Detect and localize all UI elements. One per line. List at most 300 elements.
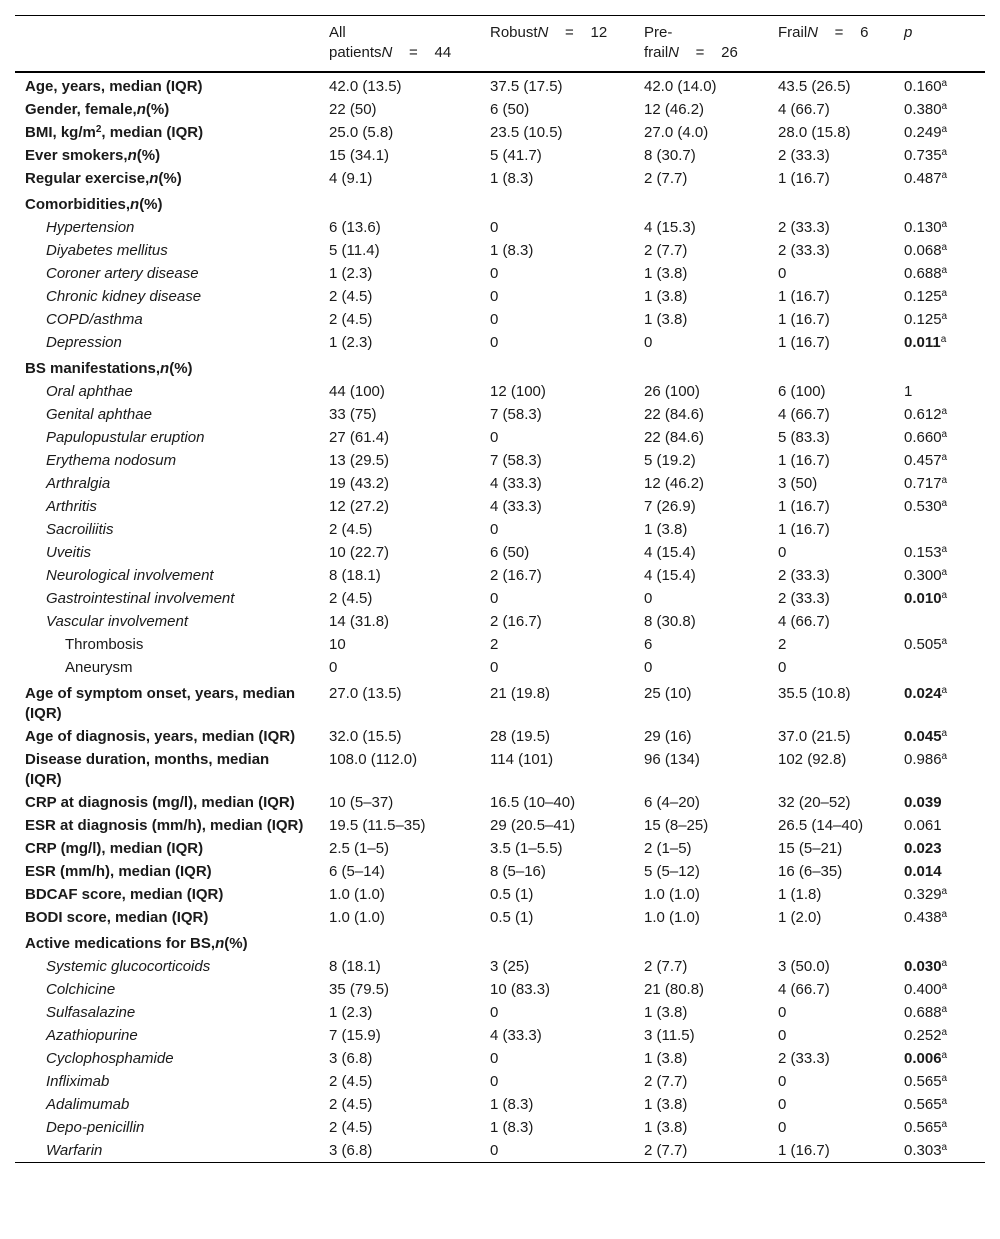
table-row bbox=[15, 98, 985, 121]
column-header-eq: = bbox=[392, 44, 435, 61]
row-label bbox=[15, 633, 319, 656]
data-cell: 2 (33.3) bbox=[778, 242, 830, 259]
footnote-marker: a bbox=[941, 567, 948, 578]
row-label-text: Hypertension bbox=[46, 219, 135, 236]
data-cell: 2 bbox=[490, 636, 499, 653]
p-value: 0.380 bbox=[904, 101, 942, 118]
row-label-n-symbol: n bbox=[127, 147, 137, 164]
data-cell: 32 (20–52) bbox=[778, 794, 851, 811]
data-cell: 0 bbox=[329, 659, 338, 676]
table-row bbox=[15, 791, 985, 814]
table-row bbox=[15, 1116, 985, 1139]
column-header-eq: = bbox=[679, 44, 722, 61]
data-cell: 5 (83.3) bbox=[778, 429, 830, 446]
table-row bbox=[15, 518, 985, 541]
data-cell: 4 (9.1) bbox=[329, 170, 373, 187]
data-cell: 0.5 (1) bbox=[490, 886, 534, 903]
data-cell: 0 bbox=[644, 659, 653, 676]
table-row bbox=[15, 285, 985, 308]
footnote-marker: a bbox=[941, 219, 948, 230]
table-container bbox=[15, 15, 985, 1163]
table-row bbox=[15, 541, 985, 564]
table-row bbox=[15, 955, 985, 978]
data-cell: 2 (33.3) bbox=[778, 590, 830, 607]
data-cell: 2.5 (1–5) bbox=[329, 840, 390, 857]
data-cell: 19.5 (11.5–35) bbox=[329, 817, 426, 834]
table-row bbox=[15, 354, 985, 380]
p-value-cell bbox=[894, 121, 985, 144]
data-cell: 4 (15.4) bbox=[644, 544, 696, 561]
p-value: 0.030 bbox=[904, 958, 942, 975]
data-cell: 0 bbox=[490, 590, 499, 607]
row-label-text: Age of symptom onset, years, median (IQR) bbox=[25, 685, 296, 722]
column-header-n-value: 6 bbox=[860, 24, 869, 41]
data-cell: 0 bbox=[490, 334, 499, 351]
data-cell: 25.0 (5.8) bbox=[329, 124, 394, 141]
table-row bbox=[15, 331, 985, 354]
row-label-text: CRP at diagnosis (mg/l), median (IQR) bbox=[25, 794, 295, 811]
data-cell: 2 (16.7) bbox=[490, 613, 542, 630]
data-cell: 0 bbox=[490, 311, 499, 328]
column-header-n-symbol: N bbox=[381, 44, 393, 61]
column-header-label: Robust bbox=[490, 24, 538, 41]
p-value: 0.010 bbox=[904, 590, 942, 607]
data-cell bbox=[634, 190, 768, 216]
data-cell: 2 (7.7) bbox=[644, 242, 688, 259]
footnote-marker: a bbox=[941, 1119, 948, 1130]
data-cell: 15 (8–25) bbox=[644, 817, 709, 834]
row-label bbox=[15, 883, 319, 906]
data-cell: 2 (16.7) bbox=[490, 567, 542, 584]
data-cell: 1 (16.7) bbox=[778, 170, 830, 187]
table-row bbox=[15, 1047, 985, 1070]
data-cell: 2 (4.5) bbox=[329, 1073, 373, 1090]
data-cell: 2 (1–5) bbox=[644, 840, 692, 857]
data-cell: 2 (33.3) bbox=[778, 567, 830, 584]
data-cell: 1.0 (1.0) bbox=[644, 886, 700, 903]
p-value-cell bbox=[894, 495, 985, 518]
row-label bbox=[15, 262, 319, 285]
data-cell: 0 bbox=[490, 265, 499, 282]
p-value-cell bbox=[894, 216, 985, 239]
data-cell: 29 (16) bbox=[644, 728, 692, 745]
data-cell: 35.5 (10.8) bbox=[778, 685, 851, 702]
p-value-cell bbox=[894, 190, 985, 216]
p-value: 0.688 bbox=[904, 265, 942, 282]
data-cell: 21 (19.8) bbox=[490, 685, 551, 702]
table-row bbox=[15, 426, 985, 449]
footnote-marker: a bbox=[941, 101, 948, 112]
data-cell: 0 bbox=[490, 219, 499, 236]
row-label bbox=[15, 518, 319, 541]
data-cell: 1 (16.7) bbox=[778, 334, 830, 351]
data-cell: 1 (16.7) bbox=[778, 498, 830, 515]
data-cell: 22 (84.6) bbox=[644, 429, 705, 446]
row-label bbox=[15, 748, 319, 791]
data-cell: 8 (30.8) bbox=[644, 613, 696, 630]
data-cell: 0 bbox=[490, 1050, 499, 1067]
column-header-eq: = bbox=[818, 24, 861, 41]
column-header-n-value: 26 bbox=[721, 44, 738, 61]
table-row bbox=[15, 216, 985, 239]
table-row bbox=[15, 1139, 985, 1163]
data-cell: 3.5 (1–5.5) bbox=[490, 840, 563, 857]
table-row bbox=[15, 1070, 985, 1093]
row-label bbox=[15, 380, 319, 403]
row-label bbox=[15, 978, 319, 1001]
row-label-text: Age of diagnosis, years, median (IQR) bbox=[25, 728, 296, 745]
data-cell: 8 (30.7) bbox=[644, 147, 696, 164]
row-label bbox=[15, 331, 319, 354]
row-label bbox=[15, 167, 319, 190]
data-cell: 8 (18.1) bbox=[329, 958, 381, 975]
data-cell: 28 (19.5) bbox=[490, 728, 551, 745]
row-label-text: BDCAF score, median (IQR) bbox=[25, 886, 224, 903]
row-label-text: Age, years, median (IQR) bbox=[25, 78, 203, 95]
row-label-text: Systemic glucocorticoids bbox=[46, 958, 211, 975]
footnote-marker: a bbox=[941, 242, 948, 253]
data-cell: 6 bbox=[644, 636, 653, 653]
header-row bbox=[15, 16, 985, 73]
p-value-cell bbox=[894, 814, 985, 837]
p-value: 0.303 bbox=[904, 1142, 942, 1159]
table-row bbox=[15, 679, 985, 725]
data-cell: 0.5 (1) bbox=[490, 909, 534, 926]
table-row bbox=[15, 656, 985, 679]
row-label-tail: (%) bbox=[145, 101, 170, 118]
data-cell: 4 (15.3) bbox=[644, 219, 696, 236]
p-value: 0.487 bbox=[904, 170, 942, 187]
data-cell: 12 (100) bbox=[490, 383, 546, 400]
data-cell: 6 (5–14) bbox=[329, 863, 385, 880]
table-row bbox=[15, 1024, 985, 1047]
p-value: 0.612 bbox=[904, 406, 942, 423]
data-cell: 2 (33.3) bbox=[778, 219, 830, 236]
data-cell: 0 bbox=[778, 659, 787, 676]
p-value: 0.061 bbox=[904, 817, 942, 834]
data-cell: 15 (34.1) bbox=[329, 147, 390, 164]
data-cell: 4 (15.4) bbox=[644, 567, 696, 584]
p-value-cell bbox=[894, 791, 985, 814]
data-cell: 4 (66.7) bbox=[778, 613, 830, 630]
data-cell: 3 (11.5) bbox=[644, 1027, 695, 1044]
row-label-text: Erythema nodosum bbox=[46, 452, 177, 469]
footnote-marker: a bbox=[941, 958, 948, 969]
footnote-marker: a bbox=[941, 544, 948, 555]
data-cell bbox=[319, 190, 480, 216]
p-value-cell bbox=[894, 98, 985, 121]
data-cell: 0 bbox=[778, 1119, 787, 1136]
row-label-text: Cyclophosphamide bbox=[46, 1050, 174, 1067]
p-value-cell bbox=[894, 518, 985, 541]
row-label-text: Active medications for BS, bbox=[25, 935, 216, 952]
row-label-text: Infliximab bbox=[46, 1073, 110, 1090]
row-label bbox=[15, 929, 319, 955]
data-cell: 4 (66.7) bbox=[778, 101, 830, 118]
data-cell: 19 (43.2) bbox=[329, 475, 390, 492]
p-value-cell bbox=[894, 587, 985, 610]
data-cell: 10 (83.3) bbox=[490, 981, 551, 998]
row-label-text: Papulopustular eruption bbox=[46, 429, 205, 446]
footnote-marker: a bbox=[941, 78, 948, 89]
table-row bbox=[15, 190, 985, 216]
row-label-n-symbol: n bbox=[149, 170, 159, 187]
table-row bbox=[15, 978, 985, 1001]
p-value-cell bbox=[894, 1024, 985, 1047]
row-label-text: BODI score, median (IQR) bbox=[25, 909, 209, 926]
row-label bbox=[15, 239, 319, 262]
row-label-text: Chronic kidney disease bbox=[46, 288, 202, 305]
row-label bbox=[15, 610, 319, 633]
table-row bbox=[15, 167, 985, 190]
row-label bbox=[15, 1001, 319, 1024]
p-value: 0.986 bbox=[904, 751, 942, 768]
data-cell bbox=[634, 354, 768, 380]
data-cell: 8 (5–16) bbox=[490, 863, 546, 880]
row-label-text: Diyabetes mellitus bbox=[46, 242, 168, 259]
p-value-cell bbox=[894, 1047, 985, 1070]
row-label bbox=[15, 472, 319, 495]
row-label-text: Azathiopurine bbox=[46, 1027, 138, 1044]
data-cell: 114 (101) bbox=[490, 751, 554, 768]
column-header-label: Pre-frail bbox=[644, 24, 673, 61]
row-label-text: Oral aphthae bbox=[46, 383, 133, 400]
data-cell: 1.0 (1.0) bbox=[644, 909, 700, 926]
data-cell: 5 (19.2) bbox=[644, 452, 696, 469]
footnote-marker: a bbox=[941, 124, 948, 135]
data-cell: 5 (5–12) bbox=[644, 863, 700, 880]
data-cell: 0 bbox=[490, 288, 499, 305]
row-label bbox=[15, 725, 319, 748]
column-header-n-symbol: N bbox=[668, 44, 680, 61]
row-label-text: BMI, kg/m bbox=[25, 124, 96, 141]
row-label-text: Gastrointestinal involvement bbox=[46, 590, 235, 607]
table-row bbox=[15, 610, 985, 633]
table-row bbox=[15, 308, 985, 331]
data-cell: 5 (11.4) bbox=[329, 242, 380, 259]
data-cell bbox=[319, 929, 480, 955]
row-label bbox=[15, 285, 319, 308]
table-row bbox=[15, 748, 985, 791]
row-label bbox=[15, 955, 319, 978]
data-cell: 42.0 (13.5) bbox=[329, 78, 402, 95]
row-label bbox=[15, 144, 319, 167]
p-value: 0.735 bbox=[904, 147, 942, 164]
data-cell: 0 bbox=[490, 1073, 499, 1090]
p-value: 0.006 bbox=[904, 1050, 942, 1067]
p-value-cell bbox=[894, 955, 985, 978]
data-cell: 7 (58.3) bbox=[490, 452, 542, 469]
row-label bbox=[15, 837, 319, 860]
row-label bbox=[15, 587, 319, 610]
data-cell: 0 bbox=[778, 1004, 787, 1021]
row-label-text: COPD/asthma bbox=[46, 311, 143, 328]
p-value: 0.530 bbox=[904, 498, 942, 515]
data-cell: 96 (134) bbox=[644, 751, 700, 768]
p-value-cell bbox=[894, 285, 985, 308]
column-header-n-symbol: N bbox=[807, 24, 819, 41]
p-value: 0.249 bbox=[904, 124, 942, 141]
row-label-text: Warfarin bbox=[46, 1142, 103, 1159]
p-value-cell bbox=[894, 354, 985, 380]
p-value-cell bbox=[894, 1093, 985, 1116]
p-value: 1 bbox=[904, 383, 913, 400]
p-value-cell bbox=[894, 449, 985, 472]
data-cell: 3 (50) bbox=[778, 475, 818, 492]
row-label-tail: (%) bbox=[139, 196, 163, 213]
data-cell: 2 (4.5) bbox=[329, 1119, 373, 1136]
data-cell: 1 (16.7) bbox=[778, 1142, 830, 1159]
footnote-marker: a bbox=[941, 147, 948, 158]
data-cell: 102 (92.8) bbox=[778, 751, 847, 768]
data-cell: 1 (2.3) bbox=[329, 334, 373, 351]
footnote-marker: a bbox=[941, 452, 948, 463]
p-value-cell bbox=[894, 167, 985, 190]
p-value-cell bbox=[894, 883, 985, 906]
p-value-cell bbox=[894, 564, 985, 587]
row-label-text: Adalimumab bbox=[46, 1096, 130, 1113]
row-label-text: Sacroiliitis bbox=[46, 521, 114, 538]
data-cell: 26 (100) bbox=[644, 383, 700, 400]
row-label-text: Gender, female, bbox=[25, 101, 137, 118]
p-value-cell bbox=[894, 1139, 985, 1163]
data-cell: 10 (22.7) bbox=[329, 544, 390, 561]
row-label-n-symbol: n bbox=[160, 360, 170, 377]
p-value: 0.014 bbox=[904, 863, 942, 880]
table-row bbox=[15, 1001, 985, 1024]
row-label-text: Arthralgia bbox=[46, 475, 111, 492]
data-cell: 43.5 (26.5) bbox=[778, 78, 851, 95]
data-cell: 7 (26.9) bbox=[644, 498, 696, 515]
data-cell: 1 (3.8) bbox=[644, 311, 688, 328]
table-row bbox=[15, 587, 985, 610]
row-label-text: BS manifestations, bbox=[25, 360, 161, 377]
data-cell: 0 bbox=[490, 1142, 499, 1159]
data-cell: 3 (6.8) bbox=[329, 1142, 373, 1159]
row-label bbox=[15, 656, 319, 679]
footnote-marker: a bbox=[941, 170, 948, 181]
data-cell: 3 (25) bbox=[490, 958, 530, 975]
data-cell: 4 (66.7) bbox=[778, 406, 830, 423]
footnote-marker: a bbox=[941, 1096, 948, 1107]
table-row bbox=[15, 121, 985, 144]
data-cell: 13 (29.5) bbox=[329, 452, 390, 469]
row-label-text: Disease duration, months, median (IQR) bbox=[25, 751, 270, 788]
row-label-superscript: 2 bbox=[95, 124, 102, 135]
row-label-text: Colchicine bbox=[46, 981, 116, 998]
footnote-marker: a bbox=[941, 429, 948, 440]
table-row bbox=[15, 449, 985, 472]
data-cell: 4 (33.3) bbox=[490, 475, 542, 492]
data-cell: 14 (31.8) bbox=[329, 613, 390, 630]
data-cell: 26.5 (14–40) bbox=[778, 817, 864, 834]
data-cell: 1 (3.8) bbox=[644, 1119, 688, 1136]
row-label-text: Ever smokers, bbox=[25, 147, 128, 164]
data-cell: 22 (50) bbox=[329, 101, 377, 118]
data-cell: 0 bbox=[490, 429, 499, 446]
footnote-marker: a bbox=[941, 751, 948, 762]
row-label bbox=[15, 1024, 319, 1047]
row-label-tail: , median (IQR) bbox=[101, 124, 204, 141]
p-value-cell bbox=[894, 380, 985, 403]
p-value-cell bbox=[894, 906, 985, 929]
row-label-text: Coroner artery disease bbox=[46, 265, 199, 282]
table-row bbox=[15, 906, 985, 929]
p-value: 0.565 bbox=[904, 1096, 942, 1113]
p-value: 0.011 bbox=[904, 334, 941, 351]
data-cell: 4 (33.3) bbox=[490, 1027, 542, 1044]
data-cell: 21 (80.8) bbox=[644, 981, 705, 998]
p-value: 0.039 bbox=[904, 794, 942, 811]
data-cell: 1 (2.0) bbox=[778, 909, 822, 926]
data-cell: 42.0 (14.0) bbox=[644, 78, 717, 95]
p-value-cell bbox=[894, 1001, 985, 1024]
p-value-cell bbox=[894, 679, 985, 725]
p-value-cell bbox=[894, 72, 985, 98]
table-row bbox=[15, 495, 985, 518]
data-cell: 7 (15.9) bbox=[329, 1027, 381, 1044]
data-cell: 0 bbox=[490, 1004, 499, 1021]
row-label bbox=[15, 426, 319, 449]
data-cell: 27 (61.4) bbox=[329, 429, 390, 446]
data-cell: 6 (4–20) bbox=[644, 794, 700, 811]
footnote-marker: a bbox=[940, 334, 947, 345]
p-value-cell bbox=[894, 239, 985, 262]
data-cell: 10 bbox=[329, 636, 346, 653]
row-label bbox=[15, 1093, 319, 1116]
table-row bbox=[15, 472, 985, 495]
data-cell bbox=[768, 190, 894, 216]
row-label bbox=[15, 98, 319, 121]
data-cell: 32.0 (15.5) bbox=[329, 728, 402, 745]
p-value-cell bbox=[894, 541, 985, 564]
data-cell: 0 bbox=[644, 590, 653, 607]
table-body bbox=[15, 72, 985, 1163]
data-cell: 28.0 (15.8) bbox=[778, 124, 851, 141]
data-cell: 35 (79.5) bbox=[329, 981, 390, 998]
p-value: 0.068 bbox=[904, 242, 942, 259]
data-cell: 1 (3.8) bbox=[644, 521, 688, 538]
row-label-n-symbol: n bbox=[136, 101, 146, 118]
table-row bbox=[15, 837, 985, 860]
column-header-label: Frail bbox=[778, 24, 808, 41]
data-cell: 6 (50) bbox=[490, 544, 530, 561]
p-value-cell bbox=[894, 978, 985, 1001]
row-label bbox=[15, 1070, 319, 1093]
row-label bbox=[15, 403, 319, 426]
table-row bbox=[15, 403, 985, 426]
row-label bbox=[15, 679, 319, 725]
data-cell: 2 (33.3) bbox=[778, 1050, 830, 1067]
footnote-marker: a bbox=[941, 406, 948, 417]
row-label bbox=[15, 449, 319, 472]
p-value-cell bbox=[894, 262, 985, 285]
p-value-cell bbox=[894, 144, 985, 167]
data-cell: 1.0 (1.0) bbox=[329, 909, 385, 926]
row-label bbox=[15, 1116, 319, 1139]
data-cell: 37.5 (17.5) bbox=[490, 78, 563, 95]
table-row bbox=[15, 633, 985, 656]
p-value: 0.329 bbox=[904, 886, 942, 903]
row-label-text: Depo-penicillin bbox=[46, 1119, 145, 1136]
data-cell bbox=[768, 929, 894, 955]
data-cell: 12 (46.2) bbox=[644, 475, 705, 492]
p-value: 0.660 bbox=[904, 429, 942, 446]
data-cell: 5 (41.7) bbox=[490, 147, 542, 164]
p-value: 0.565 bbox=[904, 1119, 942, 1136]
footnote-marker: a bbox=[941, 909, 948, 920]
data-cell: 4 (33.3) bbox=[490, 498, 542, 515]
